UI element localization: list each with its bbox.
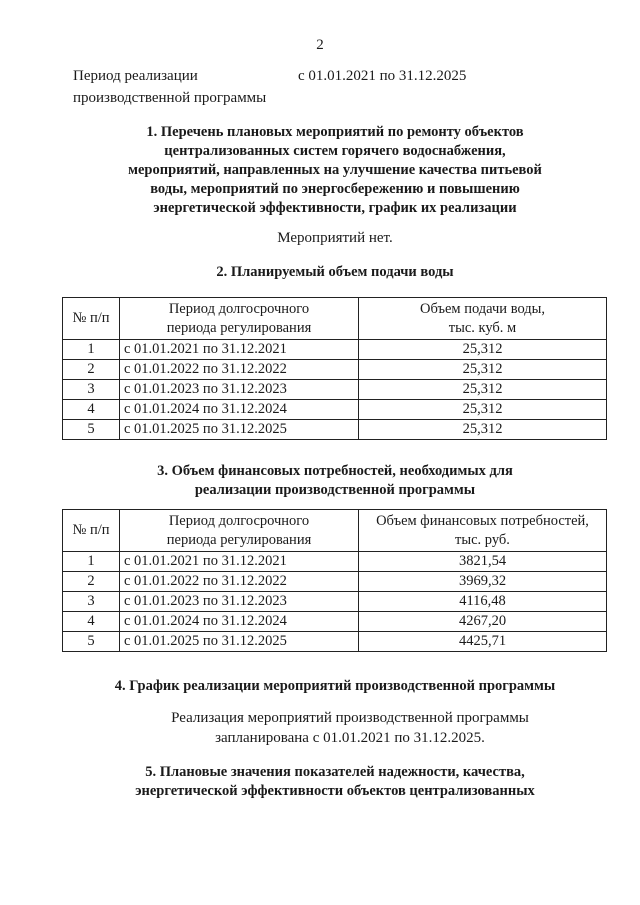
row-num: 4	[63, 400, 120, 420]
header-value-line1: Объем подачи воды,	[419, 300, 546, 317]
table-row	[63, 612, 607, 632]
row-value: 25,312	[359, 340, 607, 360]
header-num: № п/п	[63, 510, 120, 552]
table-row	[63, 592, 607, 612]
row-period: с 01.01.2022 по 31.12.2022	[120, 360, 359, 380]
row-period: с 01.01.2025 по 31.12.2025	[120, 420, 359, 440]
row-num: 5	[63, 632, 120, 652]
section4-title: 4. График реализации мероприятий производственной программы	[114, 678, 556, 694]
row-value: 25,312	[359, 380, 607, 400]
table-header-row	[63, 510, 607, 552]
row-period: с 01.01.2024 по 31.12.2024	[120, 612, 359, 632]
row-value: 3969,32	[359, 572, 607, 592]
section1-title-line: мероприятий, направленных на улучшение качества питьевой	[128, 162, 542, 178]
table-row	[63, 340, 607, 360]
header-period-line2: периода регулирования	[166, 319, 312, 336]
row-num: 1	[63, 340, 120, 360]
section5-title-line: 5. Плановые значения показателей надежности, качества,	[145, 764, 525, 780]
financial-needs-table	[62, 509, 607, 652]
row-num: 4	[63, 612, 120, 632]
table-header-row	[63, 298, 607, 340]
header-value-line2: тыс. куб. м	[448, 319, 517, 336]
section1-title-line: энергетической эффективности, график их реализации	[153, 200, 517, 216]
row-value: 4425,71	[359, 632, 607, 652]
row-period: с 01.01.2025 по 31.12.2025	[120, 632, 359, 652]
row-num: 2	[63, 572, 120, 592]
row-period: с 01.01.2021 по 31.12.2021	[120, 340, 359, 360]
section1-title-line: 1. Перечень плановых мероприятий по ремонту объектов	[146, 124, 524, 140]
page-number: 2	[316, 37, 324, 53]
row-num: 1	[63, 552, 120, 572]
table-row	[63, 632, 607, 652]
table-row	[63, 572, 607, 592]
period-label	[73, 65, 266, 109]
section5-title	[80, 763, 590, 801]
row-num: 2	[63, 360, 120, 380]
header-period-line1: Период долгосрочного	[168, 512, 310, 529]
header-period-line1: Период долгосрочного	[168, 300, 310, 317]
section5-title-line: энергетической эффективности объектов централизованных	[135, 783, 535, 799]
table-row	[63, 380, 607, 400]
row-period: с 01.01.2024 по 31.12.2024	[120, 400, 359, 420]
period-value: с 01.01.2021 по 31.12.2025	[298, 68, 467, 84]
header-period-line2: периода регулирования	[166, 531, 312, 548]
row-period: с 01.01.2023 по 31.12.2023	[120, 592, 359, 612]
section3-title-line: 3. Объем финансовых потребностей, необходимых для	[157, 463, 513, 479]
section1-text: Мероприятий нет.	[277, 230, 393, 246]
row-period: с 01.01.2021 по 31.12.2021	[120, 552, 359, 572]
section4-text-line: Реализация мероприятий производственной программы	[171, 710, 529, 726]
header-value	[359, 298, 607, 340]
header-period	[120, 510, 359, 552]
row-value: 4116,48	[359, 592, 607, 612]
header-period	[120, 298, 359, 340]
section4-text-line: запланирована с 01.01.2021 по 31.12.2025.	[215, 730, 485, 746]
row-value: 4267,20	[359, 612, 607, 632]
row-num: 5	[63, 420, 120, 440]
row-value: 25,312	[359, 420, 607, 440]
section3-title-line: реализации производственной программы	[194, 482, 476, 498]
section1-title-line: воды, мероприятий по энергосбережению и повышению	[150, 181, 520, 197]
table-row	[63, 552, 607, 572]
row-value: 3821,54	[359, 552, 607, 572]
header-value	[359, 510, 607, 552]
section3-title	[80, 462, 590, 500]
section1-title	[80, 123, 590, 218]
period-label-line2: производственной программы	[73, 90, 267, 106]
row-period: с 01.01.2023 по 31.12.2023	[120, 380, 359, 400]
header-value-line1: Объем финансовых потребностей,	[376, 512, 589, 529]
table-row	[63, 360, 607, 380]
water-supply-table	[62, 297, 607, 440]
table-row	[63, 420, 607, 440]
row-value: 25,312	[359, 400, 607, 420]
header-value-line2: тыс. руб.	[455, 531, 510, 548]
header-num: № п/п	[63, 298, 120, 340]
period-label-line1: Период реализации	[73, 68, 198, 84]
table-row	[63, 400, 607, 420]
section1-title-line: централизованных систем горячего водоснабжения,	[164, 143, 506, 159]
row-num: 3	[63, 380, 120, 400]
row-period: с 01.01.2022 по 31.12.2022	[120, 572, 359, 592]
section2-title: 2. Планируемый объем подачи воды	[216, 264, 454, 280]
row-num: 3	[63, 592, 120, 612]
row-value: 25,312	[359, 360, 607, 380]
section4-text	[90, 708, 610, 748]
